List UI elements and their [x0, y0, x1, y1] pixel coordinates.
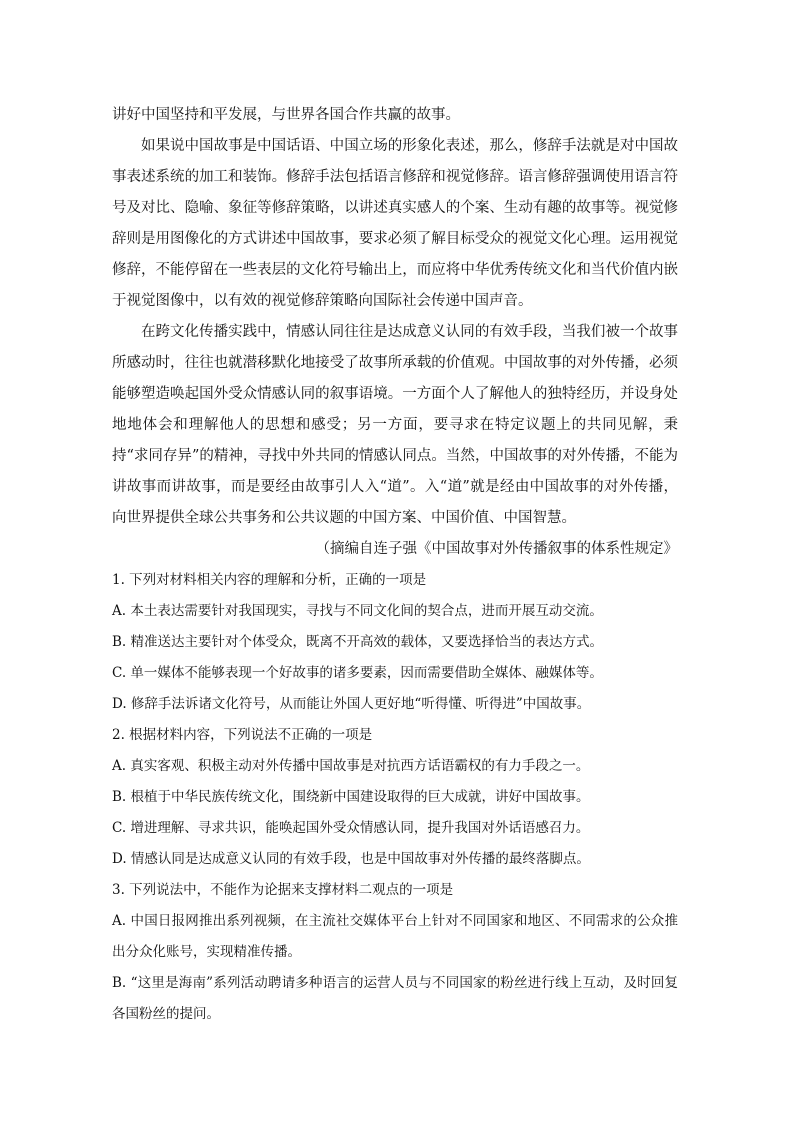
option-d: D. 情感认同是达成意义认同的有效手段，也是中国故事对外传播的最终落脚点。 [112, 851, 590, 867]
option-c: C. 增进理解、寻求共识，能唤起国外受众情感认同，提升我国对外话语感召力。 [112, 820, 590, 836]
question-stem: 2. 根据材料内容，下列说法不正确的一项是 [112, 727, 373, 743]
option-b: B. “这里是海南”系列活动聘请多种语言的运营人员与不同国家的粉丝进行线上互动，及时回复各国粉丝的提问。 [112, 975, 678, 1022]
question-1 [112, 565, 678, 720]
paragraph-2: 如果说中国故事是中国话语、中国立场的形象化表述，那么，修辞手法就是对中国故事表述系统的加工和装饰。修辞手法包括语言修辞和视觉修辞。语言修辞强调使用语言符号及对比、隐喻、象征等修辞策略，以讲述真实感人的个案、生动有趣的故事等。视觉修辞则是用图像化的方式讲述中国故事，要求必须了解目标受众的视觉文化心理。运用视觉修辞，不能停留在一些表层的文化符号输出上，而应将中华优秀传统文化和当代价值内嵌于视觉图像中，以有效的视觉修辞策略向国际社会传递中国声音。 [112, 138, 678, 309]
option-b: B. 根植于中华民族传统文化，围绕新中国建设取得的巨大成就，讲好中国故事。 [112, 789, 590, 805]
option-b: B. 精准送达主要针对个体受众，既离不开高效的载体，又要选择恰当的表达方式。 [112, 634, 604, 650]
question-stem: 3. 下列说法中，不能作为论据来支撑材料二观点的一项是 [112, 882, 454, 898]
document-page [112, 100, 678, 1030]
paragraph-3: 在跨文化传播实践中，情感认同往往是达成意义认同的有效手段，当我们被一个故事所感动时，往往也就潜移默化地接受了故事所承载的价值观。中国故事的对外传播，必须能够塑造唤起国外受众情感认同的叙事语境。一方面个人了解他人的独特经历，并设身处地地体会和理解他人的思想和感受；另一方面，要寻求在特定议题上的共同见解，秉持“求同存异”的精神，寻找中外共同的情感认同点。当然，中国故事的对外传播，不能为讲故事而讲故事，而是要经由故事引人入“道”。入“道”就是经由中国故事的对外传播，向世界提供全球公共事务和公共议题的中国方案、中国价值、中国智慧。 [112, 324, 678, 526]
paragraph-1: 讲好中国坚持和平发展，与世界各国合作共赢的故事。 [112, 107, 460, 123]
question-3 [112, 875, 678, 1030]
question-2 [112, 720, 678, 875]
question-stem: 1. 下列对材料相关内容的理解和分析，正确的一项是 [112, 572, 427, 588]
option-a: A. 中国日报网推出系列视频，在主流社交媒体平台上针对不同国家和地区、不同需求的公众推出分众化账号，实现精准传播。 [112, 913, 678, 960]
option-a: A. 本土表达需要针对我国现实，寻找与不同文化间的契合点，进而开展互动交流。 [112, 603, 603, 619]
option-c: C. 单一媒体不能够表现一个好故事的诸多要素，因而需要借助全媒体、融媒体等。 [112, 665, 603, 681]
option-d: D. 修辞手法诉诸文化符号，从而能让外国人更好地“听得懂、听得进”中国故事。 [112, 696, 591, 712]
source-citation: （摘编自连子强《中国故事对外传播叙事的体系性规定》 [315, 541, 678, 557]
option-a: A. 真实客观、积极主动对外传播中国故事是对抗西方话语霸权的有力手段之一。 [112, 758, 590, 774]
